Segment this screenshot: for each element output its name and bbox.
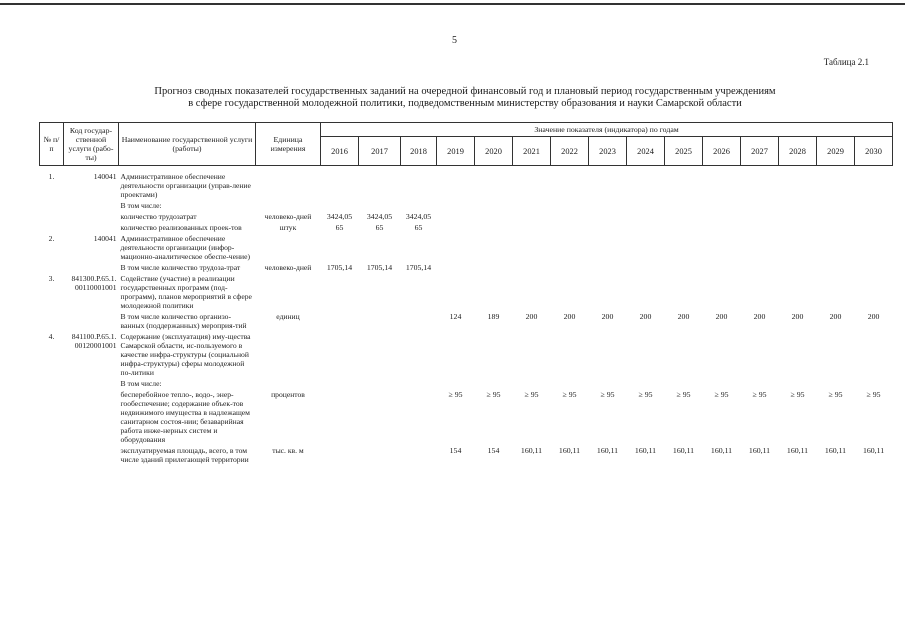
title-line-2: в сфере государственной молодежной политики, подведомственным министерству образования и науки Самарской области [188, 98, 742, 109]
service-code [64, 200, 119, 211]
value-cell [627, 378, 665, 389]
service-code [64, 262, 119, 273]
value-cell: 200 [715, 312, 728, 321]
value-cell [627, 200, 665, 211]
value-cell [665, 233, 703, 262]
service-code [64, 222, 119, 233]
value-cell [437, 200, 475, 211]
value-cell [665, 200, 703, 211]
value-cell [627, 331, 665, 378]
value-cell [513, 166, 551, 201]
value-cell [513, 378, 551, 389]
value-cell [321, 389, 359, 445]
value-cell [703, 262, 741, 273]
service-name: Административное обеспечение деятельности организации (управ-ление проектами) [120, 172, 251, 199]
value-cell [551, 262, 589, 273]
value-cell: ≥ 95 [524, 390, 539, 399]
value-cell [817, 378, 855, 389]
value-cell [779, 273, 817, 311]
value-cell [703, 233, 741, 262]
value-cell [855, 166, 893, 201]
value-cell [513, 262, 551, 273]
value-cell: 160,11 [672, 446, 695, 455]
value-cell [855, 200, 893, 211]
value-cell [741, 378, 779, 389]
value-cell: 160,11 [748, 446, 771, 455]
value-cell [741, 211, 779, 222]
value-cell [437, 262, 475, 273]
value-cell [401, 166, 437, 201]
value-cell: ≥ 95 [866, 390, 881, 399]
value-cell [513, 233, 551, 262]
value-cell [321, 378, 359, 389]
value-cell: 160,11 [710, 446, 733, 455]
value-cell: 1705,14 [405, 263, 432, 272]
title-line-1: Прогноз сводных показателей государственных заданий на очередной финансовый год и плановый период государственным учреждениям [154, 86, 776, 97]
value-cell: 65 [335, 223, 344, 232]
value-cell [513, 222, 551, 233]
value-cell [627, 166, 665, 201]
value-cell [779, 233, 817, 262]
col-header-year: 2018 [401, 137, 437, 166]
unit-cell [256, 200, 321, 211]
row-num: 4. [48, 332, 55, 341]
value-cell [321, 200, 359, 211]
value-cell [551, 331, 589, 378]
value-cell [817, 331, 855, 378]
value-cell [437, 273, 475, 311]
col-header-year: 2025 [665, 137, 703, 166]
value-cell: ≥ 95 [828, 390, 843, 399]
value-cell [475, 211, 513, 222]
value-cell: 200 [867, 312, 880, 321]
value-cell [779, 200, 817, 211]
value-cell: 200 [639, 312, 652, 321]
value-cell [817, 166, 855, 201]
value-cell [741, 262, 779, 273]
row-num [40, 378, 64, 389]
col-header-year: 2026 [703, 137, 741, 166]
value-cell [401, 378, 437, 389]
unit-cell [256, 378, 321, 389]
value-cell [437, 331, 475, 378]
value-cell [627, 262, 665, 273]
value-cell [401, 331, 437, 378]
value-cell [551, 222, 589, 233]
value-cell: 3424,05 [405, 212, 432, 221]
value-cell [513, 273, 551, 311]
service-name: Содержание (эксплуатация) иму-щества Самарской области, ис-пользуемого в качестве инфра-структуры (социальной инфра-структуры) сферы молодежной по-литики [120, 332, 251, 377]
service-name: бесперебойное тепло-, водо-, энер-гообеспечение; содержание объек-тов недвижимого имущества в надлежащем санитарном состоя-нии; безаварийная работа инже-нерных систем и оборудования [120, 390, 250, 444]
value-cell [475, 200, 513, 211]
row-num: 1. [48, 172, 55, 181]
value-cell [779, 331, 817, 378]
value-cell: 200 [829, 312, 842, 321]
value-cell: 200 [677, 312, 690, 321]
value-cell: 3424,05 [326, 212, 353, 221]
value-cell [703, 273, 741, 311]
row-num [40, 211, 64, 222]
value-cell: 1705,14 [326, 263, 353, 272]
service-code [64, 445, 119, 465]
service-code: 841300.Р.65.1. 00110001001 [71, 274, 117, 292]
value-cell [437, 233, 475, 262]
value-cell: 65 [375, 223, 384, 232]
value-cell [359, 311, 401, 331]
value-cell [817, 273, 855, 311]
service-code [64, 311, 119, 331]
value-cell [665, 211, 703, 222]
row-num [40, 311, 64, 331]
col-header-code: Код государ-ственной услуги (рабо-ты) [64, 123, 119, 166]
value-cell [855, 331, 893, 378]
value-cell [359, 389, 401, 445]
value-cell [589, 378, 627, 389]
forecast-table [39, 122, 893, 465]
value-cell: 200 [563, 312, 576, 321]
value-cell: 160,11 [596, 446, 619, 455]
value-cell [321, 273, 359, 311]
value-cell [779, 222, 817, 233]
value-cell [321, 311, 359, 331]
value-cell [513, 331, 551, 378]
value-cell [703, 166, 741, 201]
row-num [40, 200, 64, 211]
row-num [40, 262, 64, 273]
value-cell: ≥ 95 [638, 390, 653, 399]
col-header-year: 2027 [741, 137, 779, 166]
service-name: В том числе количество организо-ванных (поддержанных) мероприя-тий [120, 312, 247, 330]
value-cell [703, 211, 741, 222]
value-cell [551, 233, 589, 262]
value-cell: 189 [487, 312, 500, 321]
value-cell [817, 222, 855, 233]
value-cell [475, 222, 513, 233]
unit-cell: штук [279, 223, 297, 232]
value-cell [589, 211, 627, 222]
value-cell [589, 331, 627, 378]
value-cell: 124 [449, 312, 462, 321]
service-code [64, 211, 119, 222]
value-cell [359, 445, 401, 465]
value-cell [627, 233, 665, 262]
value-cell [551, 378, 589, 389]
value-cell [855, 222, 893, 233]
value-cell [741, 331, 779, 378]
service-name: эксплуатируемая площадь, всего, в том числе зданий прилегающей территории [120, 446, 249, 464]
value-cell [665, 331, 703, 378]
service-code: 841100.Р.65.1. 00120001001 [71, 332, 117, 350]
col-header-unit: Единица измерения [256, 123, 321, 166]
unit-cell: процентов [271, 390, 305, 399]
value-cell [475, 273, 513, 311]
value-cell [359, 331, 401, 378]
value-cell: 160,11 [862, 446, 885, 455]
document-title [100, 86, 830, 110]
value-cell [359, 166, 401, 201]
value-cell: 200 [753, 312, 766, 321]
value-cell: 1705,14 [366, 263, 393, 272]
value-cell: 160,11 [786, 446, 809, 455]
value-cell [359, 233, 401, 262]
value-cell [551, 200, 589, 211]
value-cell: ≥ 95 [714, 390, 729, 399]
value-cell: ≥ 95 [562, 390, 577, 399]
value-cell: 65 [414, 223, 423, 232]
unit-cell [256, 166, 321, 201]
value-cell: ≥ 95 [448, 390, 463, 399]
table-row [40, 211, 893, 222]
col-header-values: Значение показателя (индикатора) по годам [321, 123, 893, 137]
value-cell [401, 389, 437, 445]
table-label: Таблица 2.1 [823, 57, 869, 67]
value-cell [627, 211, 665, 222]
value-cell: 160,11 [634, 446, 657, 455]
value-cell [475, 378, 513, 389]
value-cell [401, 200, 437, 211]
col-header-year: 2017 [359, 137, 401, 166]
col-header-num: № п/п [40, 123, 64, 166]
col-header-year: 2028 [779, 137, 817, 166]
service-name: Административное обеспечение деятельности организации (инфор-мационно-аналитическое обеспе-чение) [120, 234, 250, 261]
value-cell: ≥ 95 [676, 390, 691, 399]
value-cell [741, 233, 779, 262]
value-cell [665, 166, 703, 201]
value-cell [779, 211, 817, 222]
value-cell [437, 378, 475, 389]
value-cell [817, 200, 855, 211]
value-cell [703, 200, 741, 211]
value-cell [437, 222, 475, 233]
value-cell [855, 273, 893, 311]
value-cell [359, 200, 401, 211]
value-cell [665, 378, 703, 389]
value-cell [703, 331, 741, 378]
value-cell: 160,11 [520, 446, 543, 455]
value-cell: ≥ 95 [600, 390, 615, 399]
value-cell: 3424,05 [366, 212, 393, 221]
value-cell [437, 211, 475, 222]
value-cell [475, 262, 513, 273]
table-row [40, 445, 893, 465]
value-cell [589, 233, 627, 262]
value-cell [321, 233, 359, 262]
table-row [40, 262, 893, 273]
table-row [40, 233, 893, 262]
value-cell [665, 273, 703, 311]
value-cell [817, 211, 855, 222]
value-cell [627, 273, 665, 311]
value-cell: ≥ 95 [790, 390, 805, 399]
value-cell: 154 [449, 446, 462, 455]
row-num [40, 222, 64, 233]
value-cell [627, 222, 665, 233]
value-cell [321, 445, 359, 465]
col-header-year: 2023 [589, 137, 627, 166]
value-cell [855, 211, 893, 222]
value-cell [855, 262, 893, 273]
service-name: В том числе: [120, 201, 162, 210]
col-header-year: 2022 [551, 137, 589, 166]
unit-cell: человеко-дней [264, 263, 312, 272]
value-cell: 160,11 [558, 446, 581, 455]
unit-cell: единиц [276, 312, 300, 321]
value-cell [741, 200, 779, 211]
value-cell [703, 222, 741, 233]
col-header-year: 2019 [437, 137, 475, 166]
table-row [40, 331, 893, 378]
value-cell: ≥ 95 [752, 390, 767, 399]
value-cell: 200 [601, 312, 614, 321]
value-cell [437, 166, 475, 201]
unit-cell [256, 273, 321, 311]
col-header-year: 2021 [513, 137, 551, 166]
value-cell [513, 211, 551, 222]
value-cell [741, 273, 779, 311]
table-row [40, 222, 893, 233]
table-row [40, 200, 893, 211]
service-name: количество реализованных проек-тов [120, 223, 242, 232]
value-cell [551, 166, 589, 201]
value-cell [779, 262, 817, 273]
value-cell [665, 262, 703, 273]
value-cell [589, 262, 627, 273]
value-cell [589, 200, 627, 211]
value-cell [817, 262, 855, 273]
value-cell [475, 166, 513, 201]
value-cell [589, 273, 627, 311]
value-cell [779, 166, 817, 201]
value-cell [475, 233, 513, 262]
unit-cell [256, 233, 321, 262]
table-row [40, 311, 893, 331]
unit-cell: тыс. кв. м [272, 446, 304, 455]
service-name: В том числе количество трудоза-трат [120, 263, 241, 272]
service-code: 140041 [93, 172, 117, 181]
value-cell [855, 378, 893, 389]
value-cell [741, 166, 779, 201]
value-cell: 154 [487, 446, 500, 455]
value-cell [589, 222, 627, 233]
col-header-year: 2030 [855, 137, 893, 166]
row-num: 2. [48, 234, 55, 243]
table-row [40, 389, 893, 445]
service-name: Содействие (участие) в реализации государственных программ (под-программ), планов мероприятий в сфере молодежной политики [120, 274, 252, 310]
page-number: 5 [452, 35, 457, 46]
value-cell: ≥ 95 [486, 390, 501, 399]
value-cell: 200 [525, 312, 538, 321]
unit-cell [256, 331, 321, 378]
service-code [64, 389, 119, 445]
value-cell [779, 378, 817, 389]
value-cell [817, 233, 855, 262]
value-cell [665, 222, 703, 233]
value-cell [589, 166, 627, 201]
value-cell: 200 [791, 312, 804, 321]
table-row [40, 273, 893, 311]
row-num: 3. [48, 274, 55, 283]
col-header-year: 2029 [817, 137, 855, 166]
value-cell [359, 273, 401, 311]
value-cell [551, 273, 589, 311]
value-cell [475, 331, 513, 378]
service-name: количество трудозатрат [120, 212, 197, 221]
value-cell [401, 273, 437, 311]
col-header-year: 2020 [475, 137, 513, 166]
service-code [64, 378, 119, 389]
col-header-year: 2024 [627, 137, 665, 166]
row-num [40, 389, 64, 445]
value-cell [513, 200, 551, 211]
value-cell [551, 211, 589, 222]
row-num [40, 445, 64, 465]
table-row [40, 166, 893, 201]
value-cell [401, 445, 437, 465]
value-cell [855, 233, 893, 262]
value-cell [703, 378, 741, 389]
col-header-year: 2016 [321, 137, 359, 166]
value-cell [401, 311, 437, 331]
unit-cell: человеко-дней [264, 212, 312, 221]
table-row [40, 378, 893, 389]
top-rule [0, 3, 905, 5]
value-cell [321, 331, 359, 378]
service-name: В том числе: [120, 379, 162, 388]
col-header-name: Наименование государственной услуги (работы) [119, 123, 256, 166]
value-cell [401, 233, 437, 262]
value-cell [359, 378, 401, 389]
value-cell [321, 166, 359, 201]
service-code: 140041 [93, 234, 117, 243]
value-cell [741, 222, 779, 233]
value-cell: 160,11 [824, 446, 847, 455]
